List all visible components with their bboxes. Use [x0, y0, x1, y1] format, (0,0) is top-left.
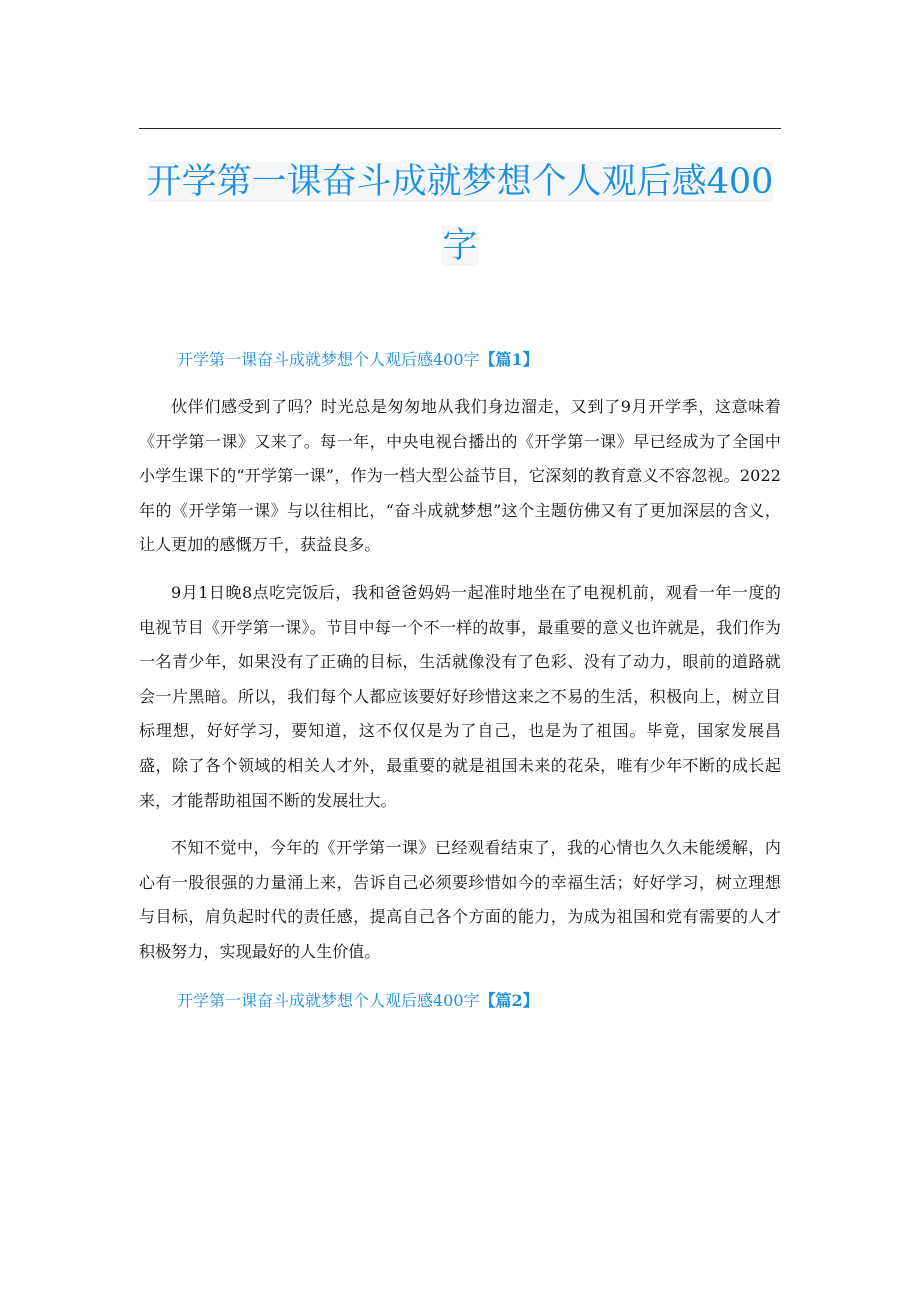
section-heading-2	[139, 983, 781, 1019]
paragraph-1: 伙伴们感受到了吗？时光总是匆匆地从我们身边溜走，又到了9月开学季，这意味着《开学第一课》又来了。每一年，中央电视台播出的《开学第一课》早已经成为了全国中小学生课下的“开学第一课”，作为一档大型公益节目，它深刻的教育意义不容忽视。2022年的《开学第一课》与以往相比，“奋斗成就梦想”这个主题仿佛又有了更加深层的含义，让人更加的感慨万千，获益良多。	[139, 397, 781, 555]
section-tag: 【篇1】	[479, 350, 539, 369]
section-heading-1	[139, 342, 781, 378]
document-title-text: 开学第一课奋斗成就梦想个人观后感400字	[146, 162, 774, 266]
section-tag: 【篇2】	[479, 990, 539, 1010]
document-body	[139, 342, 781, 1019]
section-heading-text: 开学第一课奋斗成就梦想个人观后感400字	[177, 350, 480, 369]
paragraph-2: 9月1日晚8点吃完饭后，我和爸爸妈妈一起准时地坐在了电视机前，观看一年一度的电视节目《开学第一课》。节目中每一个不一样的故事，最重要的意义也许就是，我们作为一名青少年，如果没有了正确的目标，生活就像没有了色彩、没有了动力，眼前的道路就会一片黑暗。所以，我们每个人都应该要好好珍惜这来之不易的生活，积极向上，树立目标理想，好好学习，要知道，这不仅仅是为了自己，也是为了祖国。毕竟，国家发展昌盛，除了各个领域的相关人才外，最重要的就是祖国未来的花朵，唯有少年不断的成长起来，才能帮助祖国不断的发展壮大。	[139, 582, 781, 810]
paragraph-3: 不知不觉中，今年的《开学第一课》已经观看结束了，我的心情也久久未能缓解，内心有一股很强的力量涌上来，告诉自己必须要珍惜如今的幸福生活；好好学习，树立理想与目标，肩负起时代的责任感，提高自己各个方面的能力，为成为祖国和党有需要的人才积极努力，实现最好的人生价值。	[139, 838, 781, 961]
section-heading-text: 开学第一课奋斗成就梦想个人观后感400字	[177, 990, 480, 1010]
header-rule	[139, 128, 781, 129]
document-title	[139, 150, 781, 278]
